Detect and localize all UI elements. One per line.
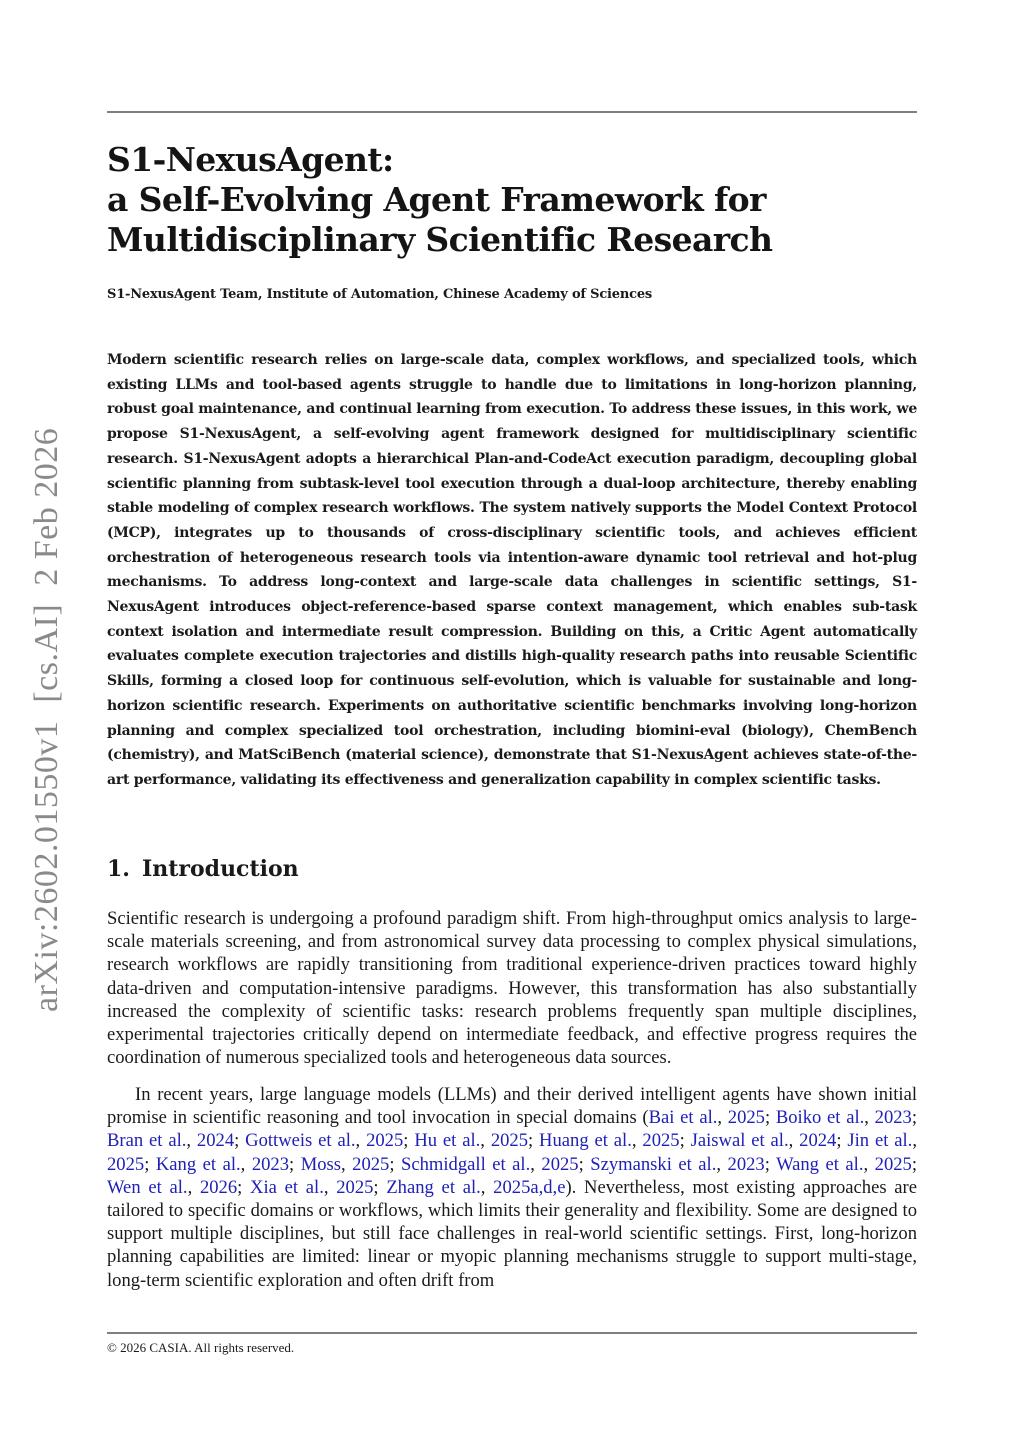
arxiv-sidebar-stamp <box>28 428 66 1012</box>
citation-author[interactable]: Jaiswal et al. <box>690 1130 789 1152</box>
citation-year[interactable]: 2025 <box>366 1130 404 1152</box>
citation-year[interactable]: 2025 <box>336 1176 374 1198</box>
para2-intro: In recent years, large language models (LLMs) and their derived intelligent agents have shown initial promise in scientific reasoning and tool invocation in special domains ( <box>107 1084 917 1129</box>
title-line-3: Multidisciplinary Scientific Research <box>107 220 773 259</box>
citation-author[interactable]: Kang et al. <box>155 1153 241 1175</box>
citation-year[interactable]: 2023 <box>251 1153 289 1175</box>
citation-year[interactable]: 2024 <box>799 1130 837 1152</box>
section-title: Introduction <box>141 856 299 882</box>
citation-author[interactable]: Wen et al. <box>107 1176 188 1198</box>
intro-paragraph-2 <box>107 1083 917 1292</box>
citation-author[interactable]: Wang et al. <box>776 1153 864 1175</box>
citation-year[interactable]: 2023 <box>874 1107 912 1129</box>
footer-rule <box>107 1332 917 1334</box>
title-line-1: S1-NexusAgent: <box>107 140 394 179</box>
citation-author[interactable]: Gottweis et al. <box>245 1130 356 1152</box>
section-heading-introduction <box>107 856 299 882</box>
abstract: Modern scientific research relies on large-scale data, complex workflows, and specialized tools, which existing LLMs and tool-based agents struggle to handle due to limitations in long-horizon planning, robust goal maintenance, and continual learning from execution. To address these issues, in this work, we propose S1-NexusAgent, a self-evolving agent framework designed for multidisciplinary scientific research. S1-NexusAgent adopts a hierarchical Plan-and-CodeAct execution paradigm, decoupling global scientific planning from subtask-level tool execution through a dual-loop architecture, thereby enabling stable modeling of complex research workflows. The system natively supports the Model Context Protocol (MCP), integrates up to thousands of cross-disciplinary scientific tools, and achieves efficient orchestration of heterogeneous research tools via intention-aware dynamic tool retrieval and hot-plug mechanisms. To address long-context and large-scale data challenges in scientific settings, S1-NexusAgent introduces object-reference-based sparse context management, which enables sub-task context isolation and intermediate result compression. Building on this, a Critic Agent automatically evaluates complete execution trajectories and distills high-quality research paths into reusable Scientific Skills, forming a closed loop for continuous self-evolution, which is valuable for sustainable and long-horizon scientific research. Experiments on authoritative scientific benchmarks involving long-horizon planning and complex specialized tool orchestration, including biomini-eval (biology), ChemBench (chemistry), and MatSciBench (material science), demonstrate that S1-NexusAgent achieves state-of-the-art performance, validating its effectiveness and generalization capability in complex scientific tasks. <box>107 352 917 788</box>
top-rule <box>107 111 917 113</box>
citation-author[interactable]: Jin et al. <box>847 1130 913 1152</box>
citation-year[interactable]: 2025 <box>642 1130 680 1152</box>
citation-year[interactable]: 2025 <box>352 1153 390 1175</box>
citation-author[interactable]: Szymanski et al. <box>590 1153 717 1175</box>
section-number: 1. <box>107 856 130 882</box>
citation-year[interactable]: 2025 <box>541 1153 579 1175</box>
citation-author[interactable]: Moss <box>300 1153 341 1175</box>
arxiv-category: [cs.AI] <box>28 603 65 703</box>
citation-author[interactable]: Hu et al. <box>414 1130 481 1152</box>
citation-year[interactable]: 2025 <box>874 1153 912 1175</box>
citation-year[interactable]: 2023 <box>727 1153 765 1175</box>
citation-author[interactable]: Bai et al. <box>648 1107 718 1129</box>
citation-year[interactable]: 2025a,d,e <box>493 1176 566 1198</box>
citation-year[interactable]: 2026 <box>199 1176 238 1198</box>
paper-title <box>107 140 917 260</box>
citation-year[interactable]: 2025 <box>490 1130 528 1152</box>
author-affiliation: S1-NexusAgent Team, Institute of Automation, Chinese Academy of Sciences <box>107 287 653 302</box>
copyright-footer: © 2026 CASIA. All rights reserved. <box>107 1340 295 1355</box>
citation-author[interactable]: Boiko et al. <box>775 1107 865 1129</box>
citation-author[interactable]: Bran et al. <box>107 1130 187 1152</box>
citation-year[interactable]: 2024 <box>196 1130 235 1152</box>
citation-year[interactable]: 2025 <box>727 1107 765 1129</box>
citation-list: Bai et al., 2025; Boiko et al., 2023; Bran et al., 2024; Gottweis et al., 2025; Hu et al., 2025; Huang et al., 2025; Jaiswal et al., 2024; Jin et al., 2025; Kang et al., 2023; Moss, 2025; Schmidgall et al., 2025; Szymanski et al., 2023; Wang et al., 2025; Wen et al., 2026; Xia et al., 2025; Zhang et al., 2025a,d,e <box>107 1107 917 1198</box>
intro-paragraph-1: Scientific research is undergoing a profound paradigm shift. From high-throughput omics analysis to large-scale materials screening, and from astronomical survey data processing to complex physical simulations, research workflows are rapidly transitioning from traditional experience-driven practices toward highly data-driven and computation-intensive paradigms. However, this transformation has also substantially increased the complexity of scientific tasks: research problems frequently span multiple disciplines, experimental trajectories critically depend on intermediate feedback, and effective progress requires the coordination of numerous specialized tools and heterogeneous data sources. <box>107 908 917 1069</box>
citation-year[interactable]: 2025 <box>107 1153 145 1175</box>
arxiv-id: arXiv:2602.01550v1 <box>28 720 65 1012</box>
title-line-2: a Self-Evolving Agent Framework for <box>107 180 766 219</box>
arxiv-date: 2 Feb 2026 <box>28 427 65 586</box>
citation-author[interactable]: Huang et al. <box>539 1130 632 1152</box>
citation-author[interactable]: Xia et al. <box>250 1176 324 1198</box>
para2-outro: ). Nevertheless, most existing approaches are tailored to specific domains or workflows, which limits their generality and flexibility. Some are designed to support multiple disciplines, but still face challenges in real-world scientific settings. First, long-horizon planning capabilities are limited: linear or myopic planning mechanisms struggle to support multi-stage, long-term scientific exploration and often drift from <box>107 1176 918 1291</box>
citation-author[interactable]: Schmidgall et al. <box>401 1153 531 1175</box>
citation-author[interactable]: Zhang et al. <box>386 1176 481 1198</box>
